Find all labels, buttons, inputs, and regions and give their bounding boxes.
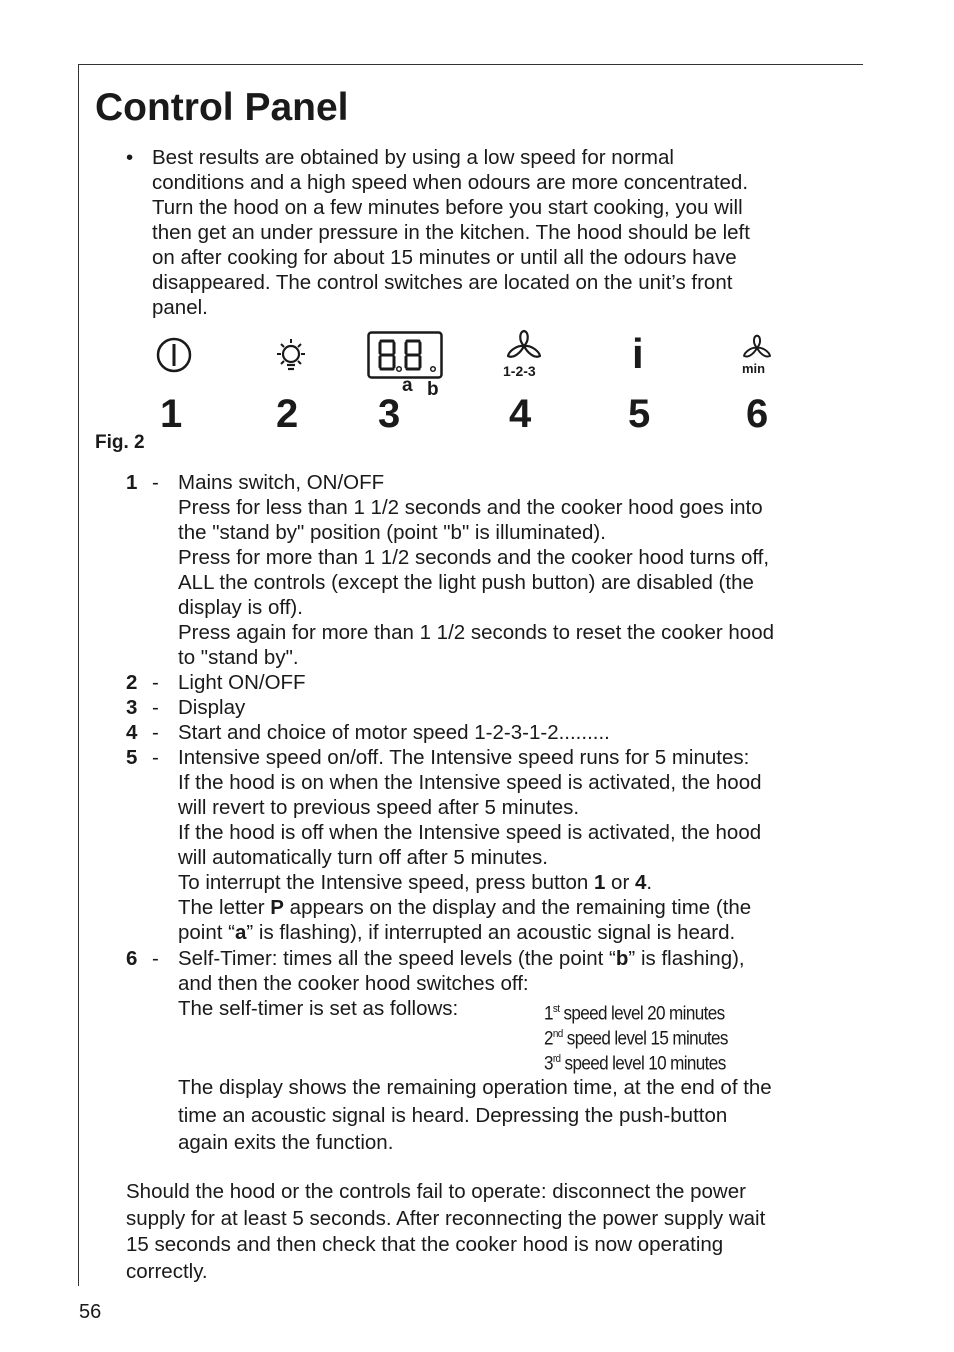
figure-number-5: 5 xyxy=(628,392,651,436)
light-bulb-icon xyxy=(272,336,310,374)
item-line: If the hood is on when the Intensive speed is activated, the hood xyxy=(178,771,762,794)
item-line: display is off). xyxy=(178,596,303,619)
intro-line: panel. xyxy=(152,296,208,319)
frame-top-rule xyxy=(79,64,863,65)
item-line: Press for more than 1 1/2 seconds and the cooker hood turns off, xyxy=(178,546,770,569)
timer-min-label: min xyxy=(742,361,766,376)
figure-caption: Fig. 2 xyxy=(95,432,145,453)
intro-line: Best results are obtained by using a low speed for normal xyxy=(152,146,674,169)
closing-line: supply for at least 5 seconds. After reconnecting the power supply wait xyxy=(126,1206,766,1230)
item-number: 3 xyxy=(126,696,138,719)
item-number: 4 xyxy=(126,721,138,744)
fan-timer-icon xyxy=(741,334,773,360)
item-line: Intensive speed on/off. The Intensive speed runs for 5 minutes: xyxy=(178,746,750,769)
list-item xyxy=(126,695,846,720)
item-number: 6 xyxy=(126,947,138,970)
item-dash: - xyxy=(152,671,159,694)
list-item xyxy=(126,720,846,745)
display-point-a: a xyxy=(402,375,413,396)
timer-level: 2nd speed level 15 minutes xyxy=(544,1028,728,1050)
item-line: ALL the controls (except the light push button) are disabled (the xyxy=(178,571,754,594)
intro-line: on after cooking for about 15 minutes or until all the odours have xyxy=(152,246,737,269)
list-item xyxy=(126,745,846,945)
item-line: Mains switch, ON/OFF xyxy=(178,471,385,494)
intro-line: disappeared. The control switches are located on the unit’s front xyxy=(152,271,733,294)
item-line: The display shows the remaining operation time, at the end of the xyxy=(178,1076,772,1099)
item-dash: - xyxy=(152,746,159,769)
intro-text xyxy=(152,145,832,320)
figure-number-4: 4 xyxy=(509,392,532,436)
item-dash: - xyxy=(152,947,159,970)
fan-icon xyxy=(505,329,543,361)
item-line: If the hood is off when the Intensive speed is activated, the hood xyxy=(178,821,762,844)
item-line: to "stand by". xyxy=(178,646,299,669)
intro-line: conditions and a high speed when odours are more concentrated. xyxy=(152,171,749,194)
seven-segment-display-icon xyxy=(367,331,443,379)
item-line: and then the cooker hood switches off: xyxy=(178,972,529,995)
item-line: will revert to previous speed after 5 minutes. xyxy=(178,796,580,819)
list-item xyxy=(126,670,846,695)
list-item xyxy=(126,946,846,1157)
self-timer-label: The self-timer is set as follows: xyxy=(178,997,459,1020)
item-line: will automatically turn off after 5 minutes. xyxy=(178,846,548,869)
display-point-b: b xyxy=(427,379,439,400)
self-timer-levels xyxy=(178,996,846,1075)
fan-speed-label: 1-2-3 xyxy=(503,363,536,379)
intro-line: then get an under pressure in the kitchen. The hood should be left xyxy=(152,221,750,244)
item-line: Light ON/OFF xyxy=(178,671,306,694)
item-line: Self-Timer: times all the speed levels (the point “b” is flashing), xyxy=(178,947,745,970)
figure-number-6: 6 xyxy=(746,392,769,436)
item-dash: - xyxy=(152,471,159,494)
frame-left-rule xyxy=(78,64,79,1286)
power-icon xyxy=(155,336,193,374)
closing-line: correctly. xyxy=(126,1259,208,1283)
figure-number-2: 2 xyxy=(276,392,299,436)
item-number: 1 xyxy=(126,471,138,494)
bullet: • xyxy=(126,146,134,169)
item-line: The letter P appears on the display and the remaining time (the xyxy=(178,896,752,919)
info-icon: i xyxy=(632,330,644,377)
figure-number-1: 1 xyxy=(160,392,183,436)
item-line: Press again for more than 1 1/2 seconds to reset the cooker hood xyxy=(178,621,774,644)
item-line: again exits the function. xyxy=(178,1131,394,1154)
timer-level: 3rd speed level 10 minutes xyxy=(544,1053,726,1075)
intro-line: Turn the hood on a few minutes before you start cooking, you will xyxy=(152,196,743,219)
item-number: 5 xyxy=(126,746,138,769)
item-line: Display xyxy=(178,696,246,719)
page-title: Control Panel xyxy=(95,86,349,129)
item-line: time an acoustic signal is heard. Depressing the push-button xyxy=(178,1103,728,1127)
controls-list xyxy=(126,470,846,1157)
item-number: 2 xyxy=(126,671,138,694)
item-line: Start and choice of motor speed 1-2-3-1-2......... xyxy=(178,721,610,744)
list-item xyxy=(126,470,846,670)
figure-number-3: 3 xyxy=(378,392,401,436)
closing-line: Should the hood or the controls fail to operate: disconnect the power xyxy=(126,1180,746,1203)
timer-level: 1st speed level 20 minutes xyxy=(544,1003,725,1025)
closing-line: 15 seconds and then check that the cooker hood is now operating xyxy=(126,1233,724,1256)
item-line: Press for less than 1 1/2 seconds and the cooker hood goes into xyxy=(178,496,763,519)
self-timer-note xyxy=(178,1074,846,1157)
item-dash: - xyxy=(152,721,159,744)
item-line: To interrupt the Intensive speed, press button 1 or 4. xyxy=(178,871,653,894)
page-number: 56 xyxy=(79,1301,102,1323)
item-line: the "stand by" position (point "b" is illuminated). xyxy=(178,521,606,544)
item-line: point “a” is flashing), if interrupted an acoustic signal is heard. xyxy=(178,921,736,944)
item-dash: - xyxy=(152,696,159,719)
closing-paragraph xyxy=(126,1179,846,1285)
